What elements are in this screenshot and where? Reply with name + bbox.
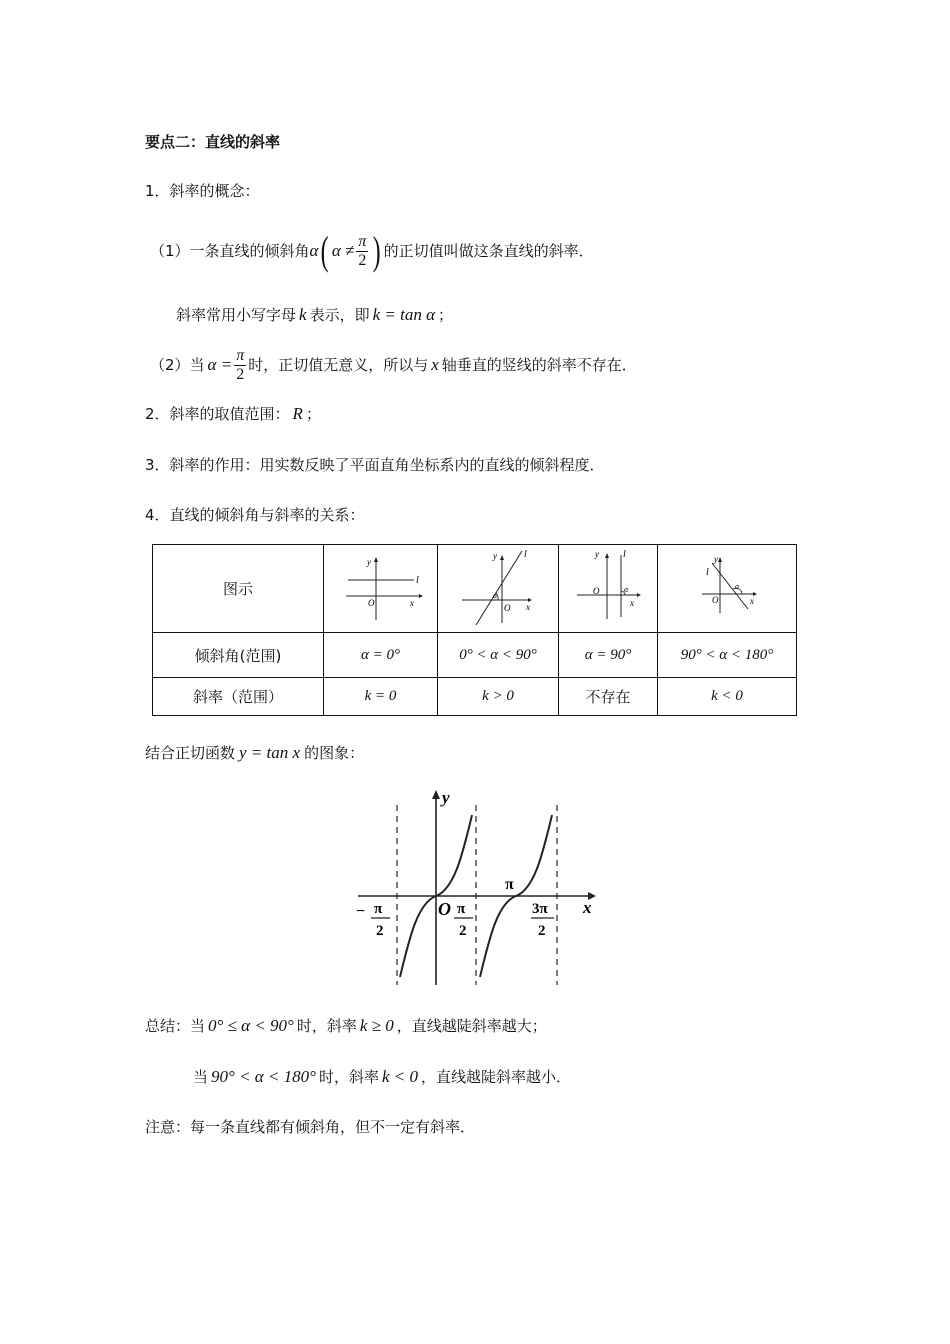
slope-note <box>176 305 453 325</box>
item1-sub2 <box>150 342 637 388</box>
x-label: x <box>750 596 754 606</box>
sub2-prefix: （2）当 <box>150 356 205 374</box>
sub2-x: x <box>431 355 439 374</box>
l-label: l <box>706 567 709 578</box>
horizontal-line-diagram <box>324 545 437 628</box>
diagram-cell-horizontal <box>324 545 438 633</box>
section-heading: 要点二：直线的斜率 <box>145 133 281 151</box>
obtuse-angle-diagram <box>658 545 796 628</box>
note-formula: k = tan α <box>372 305 435 324</box>
vertical-line-diagram <box>559 545 657 628</box>
item2 <box>145 404 321 424</box>
y-label: y <box>595 549 599 559</box>
summary-line-2 <box>193 1067 571 1087</box>
note-k: k <box>299 305 307 324</box>
alpha-label: α <box>493 591 498 600</box>
half-pi-den: 2 <box>459 923 467 939</box>
item1-sub1 <box>150 228 594 274</box>
slope-cell: 不存在 <box>559 678 658 716</box>
pi-label: π <box>505 876 514 893</box>
summary-k-1: k ≥ 0 <box>359 1016 394 1035</box>
x-axis-arrow <box>637 593 641 597</box>
x-label: x <box>583 898 592 917</box>
summary-range-2: 90° < α < 180° <box>211 1067 316 1086</box>
y-axis-arrow <box>432 790 440 799</box>
row-label-diagram: 图示 <box>153 545 324 633</box>
x-axis-arrow <box>419 594 423 598</box>
angle-slope-table <box>152 544 797 716</box>
summary-mid-1: 时，斜率 <box>296 1017 357 1035</box>
slope-cell: k = 0 <box>324 678 438 716</box>
y-label: y <box>367 557 371 567</box>
sub2-mid: 时，正切值无意义，所以与 <box>248 356 429 374</box>
summary-line-1 <box>145 1016 547 1036</box>
tan-intro-prefix: 结合正切函数 <box>145 744 236 762</box>
pi-over-2-fraction <box>234 347 246 384</box>
l-label: l <box>524 549 527 560</box>
item2-end: ； <box>305 405 321 423</box>
item2-text: 2．斜率的取值范围： <box>145 405 290 423</box>
origin-label: O <box>438 899 451 919</box>
summary-when: 当 <box>190 1017 206 1035</box>
angle-cell: 0° < α < 90° <box>438 633 559 678</box>
summary-range-1: 0° ≤ α < 90° <box>208 1016 294 1035</box>
row-label-angle: 倾斜角(范围) <box>153 633 324 678</box>
item1-title: 1．斜率的概念： <box>145 182 260 200</box>
y-axis-arrow <box>500 555 504 560</box>
three-half-pi-num: 3π <box>532 901 548 917</box>
row-label-slope: 斜率（范围） <box>153 678 324 716</box>
note-prefix: 斜率常用小写字母 <box>176 306 297 324</box>
pi-over-2-fraction <box>356 233 368 270</box>
note-mid: 表示，即 <box>309 306 370 324</box>
sub2-alpha-eq: α = <box>207 355 233 374</box>
alpha-label: α <box>735 582 740 591</box>
sub1-cond-lhs: α ≠ <box>331 241 355 260</box>
origin-label: O <box>712 595 719 605</box>
tan-graph <box>340 785 610 990</box>
fraction-numerator: π <box>236 346 245 364</box>
x-label: x <box>410 598 414 608</box>
y-axis-arrow <box>718 557 722 562</box>
table-row <box>153 545 797 633</box>
alpha-label: α <box>624 585 629 594</box>
summary-mid-2: 时，斜率 <box>318 1068 379 1086</box>
x-label: x <box>630 598 634 608</box>
acute-angle-diagram <box>438 545 558 628</box>
item4: 4．直线的倾斜角与斜率的关系： <box>145 506 365 524</box>
summary-label: 总结： <box>145 1017 191 1035</box>
right-paren: ) <box>373 228 382 273</box>
y-label: y <box>442 788 450 807</box>
sub1-prefix: （1）一条直线的倾斜角 <box>150 242 310 260</box>
line-l <box>476 551 522 625</box>
note-end: ； <box>438 306 454 324</box>
three-half-pi-den: 2 <box>538 923 546 939</box>
diagram-cell-acute <box>438 545 559 633</box>
origin-label: O <box>368 598 375 608</box>
angle-cell: 90° < α < 180° <box>658 633 797 678</box>
neg-half-pi-den: 2 <box>376 923 384 939</box>
summary-k-2: k < 0 <box>382 1067 419 1086</box>
slope-cell: k > 0 <box>438 678 559 716</box>
origin-label: O <box>593 586 600 596</box>
y-label: y <box>714 554 718 564</box>
y-axis-arrow <box>605 553 609 558</box>
origin-label: O <box>504 603 511 613</box>
tan-intro-suffix: 的图象： <box>304 744 365 762</box>
item3: 3．斜率的作用：用实数反映了平面直角坐标系内的直线的倾斜程度． <box>145 456 605 474</box>
fraction-denominator: 2 <box>236 365 245 383</box>
fraction-numerator: π <box>358 232 367 250</box>
sub1-alpha: α <box>309 241 319 260</box>
y-label: y <box>493 551 497 561</box>
summary-when: 当 <box>193 1068 209 1086</box>
neg-half-pi-num: π <box>374 901 383 917</box>
sub1-suffix: 的正切值叫做这条直线的斜率． <box>383 242 594 260</box>
y-axis-arrow <box>374 557 378 562</box>
table-row <box>153 678 797 716</box>
angle-cell: α = 90° <box>559 633 658 678</box>
slope-cell: k < 0 <box>658 678 797 716</box>
neg-sign: − <box>356 903 366 920</box>
fraction-denominator: 2 <box>358 251 367 269</box>
summary-end-1: ，直线越陡斜率越大； <box>396 1017 547 1035</box>
final-note: 注意：每一条直线都有倾斜角，但不一定有斜率． <box>145 1118 476 1136</box>
angle-cell: α = 0° <box>324 633 438 678</box>
l-label: l <box>623 549 626 560</box>
sub2-suffix: 轴垂直的竖线的斜率不存在． <box>441 356 637 374</box>
summary-end-2: ，直线越陡斜率越小． <box>421 1068 572 1086</box>
table-row <box>153 633 797 678</box>
l-label: l <box>416 575 419 586</box>
left-paren: ( <box>321 228 330 273</box>
diagram-cell-obtuse <box>658 545 797 633</box>
half-pi-num: π <box>457 901 466 917</box>
tan-formula: y = tan x <box>239 743 301 762</box>
tan-intro <box>145 743 364 763</box>
diagram-cell-vertical <box>559 545 658 633</box>
x-label: x <box>526 602 530 612</box>
item2-R: R <box>292 404 303 423</box>
